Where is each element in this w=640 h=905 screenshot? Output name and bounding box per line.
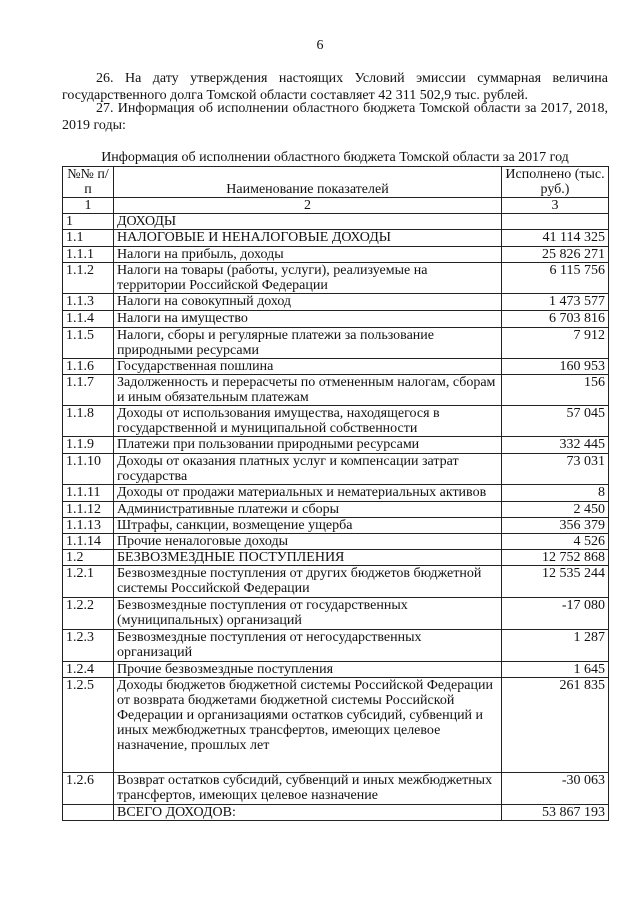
row-number: 1 [63, 214, 114, 230]
row-name: БЕЗВОЗМЕЗДНЫЕ ПОСТУПЛЕНИЯ [114, 550, 502, 566]
row-number: 1.2.2 [63, 598, 114, 630]
table-row [63, 247, 609, 263]
table-row [63, 630, 609, 662]
row-value: 1 645 [502, 662, 609, 678]
table-row [63, 437, 609, 454]
paragraph-26-text: 26. На дату утверждения настоящих Условий эмиссии суммарная величина государственного долга Томской области составляет 42 311 502,9 тыс. рублей. [62, 71, 608, 103]
row-value: 6 703 816 [502, 311, 609, 328]
paragraph-27 [62, 100, 608, 134]
row-name: Штрафы, санкции, возмещение ущерба [114, 518, 502, 534]
row-value: 41 114 325 [502, 230, 609, 247]
table-row [63, 359, 609, 375]
row-number: 1.1.10 [63, 454, 114, 485]
row-number: 1.1.14 [63, 534, 114, 550]
row-value [502, 214, 609, 230]
row-number: 1.1.1 [63, 247, 114, 263]
row-number: 1.1.5 [63, 328, 114, 359]
table-row [63, 375, 609, 406]
table-row [63, 598, 609, 630]
row-name: Налоги на прибыль, доходы [114, 247, 502, 263]
table-row [63, 805, 609, 821]
row-name: Налоги на совокупный доход [114, 294, 502, 311]
row-number: 1.2.1 [63, 566, 114, 598]
row-value: 12 752 868 [502, 550, 609, 566]
header-name: Наименование показателей [114, 167, 502, 198]
row-number: 1.1.8 [63, 406, 114, 437]
column-number-row [63, 198, 609, 214]
row-value: 261 835 [502, 678, 609, 773]
row-value: 1 473 577 [502, 294, 609, 311]
col-number-1: 1 [63, 198, 114, 214]
table-row [63, 502, 609, 518]
row-value: 160 953 [502, 359, 609, 375]
row-number: 1.1.4 [63, 311, 114, 328]
table-row [63, 311, 609, 328]
table-row [63, 662, 609, 678]
table-row [63, 294, 609, 311]
row-number: 1.2.5 [63, 678, 114, 773]
table-row [63, 263, 609, 294]
row-number: 1.1.7 [63, 375, 114, 406]
row-value: 156 [502, 375, 609, 406]
row-value: 2 450 [502, 502, 609, 518]
table-row [63, 534, 609, 550]
header-row [63, 167, 609, 198]
row-value: 12 535 244 [502, 566, 609, 598]
table-row [63, 214, 609, 230]
row-number: 1.1.3 [63, 294, 114, 311]
row-value: 356 379 [502, 518, 609, 534]
budget-table [62, 166, 609, 821]
row-number: 1.1.6 [63, 359, 114, 375]
row-name: Безвозмездные поступления от государственных (муниципальных) организаций [114, 598, 502, 630]
row-value: 73 031 [502, 454, 609, 485]
row-number: 1.2.4 [63, 662, 114, 678]
table-row [63, 566, 609, 598]
row-name: Доходы от оказания платных услуг и компенсации затрат государства [114, 454, 502, 485]
row-number: 1.2 [63, 550, 114, 566]
row-name: Налоги на имущество [114, 311, 502, 328]
table-row [63, 485, 609, 502]
row-value: -30 063 [502, 773, 609, 805]
row-number: 1.1.9 [63, 437, 114, 454]
row-name: Налоги, сборы и регулярные платежи за пользование природными ресурсами [114, 328, 502, 359]
table-row [63, 518, 609, 534]
row-value: 332 445 [502, 437, 609, 454]
row-name: Безвозмездные поступления от негосударственных организаций [114, 630, 502, 662]
row-name: Доходы бюджетов бюджетной системы Российской Федерации от возврата бюджетами бюджетной системы Российской Федерации и организациями остатков субсидий, субвенций и иных межбюджетных трансфертов, имеющих целевое назначение, прошлых лет [114, 678, 502, 773]
row-value: 57 045 [502, 406, 609, 437]
row-name: Платежи при пользовании природными ресурсами [114, 437, 502, 454]
col-number-2: 2 [114, 198, 502, 214]
row-number: 1.1.2 [63, 263, 114, 294]
row-name: Государственная пошлина [114, 359, 502, 375]
row-value: 7 912 [502, 328, 609, 359]
row-name: Задолженность и перерасчеты по отмененным налогам, сборам и иным обязательным платежам [114, 375, 502, 406]
row-name: НАЛОГОВЫЕ И НЕНАЛОГОВЫЕ ДОХОДЫ [114, 230, 502, 247]
row-value: 8 [502, 485, 609, 502]
row-name: Возврат остатков субсидий, субвенций и иных межбюджетных трансфертов, имеющих целевое назначение [114, 773, 502, 805]
row-name: Административные платежи и сборы [114, 502, 502, 518]
row-name: Прочие неналоговые доходы [114, 534, 502, 550]
row-value: 53 867 193 [502, 805, 609, 821]
row-name: Безвозмездные поступления от других бюджетов бюджетной системы Российской Федерации [114, 566, 502, 598]
page-number: 6 [316, 38, 324, 53]
table-row [63, 230, 609, 247]
table-row [63, 328, 609, 359]
row-number: 1.1.12 [63, 502, 114, 518]
row-value: 25 826 271 [502, 247, 609, 263]
table-row [63, 678, 609, 773]
paragraph-26 [62, 70, 608, 104]
row-name: Доходы от продажи материальных и нематериальных активов [114, 485, 502, 502]
col-number-3: 3 [502, 198, 609, 214]
header-num: №№ п/п [63, 167, 114, 198]
table-title: Информация об исполнении областного бюджета Томской области за 2017 год [101, 150, 569, 165]
table-row [63, 454, 609, 485]
row-value: 1 287 [502, 630, 609, 662]
table-row [63, 550, 609, 566]
row-name: ВСЕГО ДОХОДОВ: [114, 805, 502, 821]
row-number: 1.1.11 [63, 485, 114, 502]
row-name: Налоги на товары (работы, услуги), реализуемые на территории Российской Федерации [114, 263, 502, 294]
row-value: 4 526 [502, 534, 609, 550]
header-value: Исполнено (тыс. руб.) [502, 167, 609, 198]
row-number [63, 805, 114, 821]
row-number: 1.1 [63, 230, 114, 247]
row-name: ДОХОДЫ [114, 214, 502, 230]
row-number: 1.2.3 [63, 630, 114, 662]
table-row [63, 773, 609, 805]
row-value: 6 115 756 [502, 263, 609, 294]
row-number: 1.2.6 [63, 773, 114, 805]
row-value: -17 080 [502, 598, 609, 630]
table-row [63, 406, 609, 437]
row-number: 1.1.13 [63, 518, 114, 534]
row-name: Доходы от использования имущества, находящегося в государственной и муниципальной собственности [114, 406, 502, 437]
row-name: Прочие безвозмездные поступления [114, 662, 502, 678]
paragraph-27-text: 27. Информация об исполнении областного бюджета Томской области за 2017, 2018, 2019 годы: [62, 101, 608, 133]
